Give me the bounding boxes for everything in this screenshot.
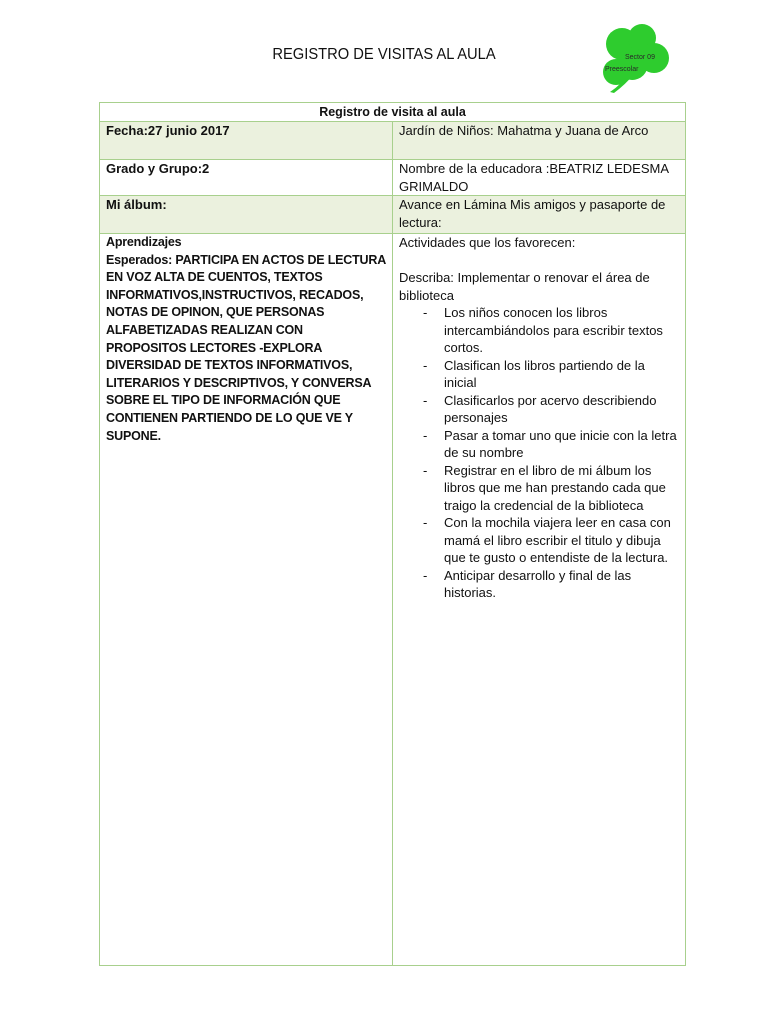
educadora-value: Nombre de la educadora :BEATRIZ LEDESMA GRIMALDO [393, 160, 686, 196]
table-row-fecha [100, 122, 686, 160]
aprendizajes-cell [100, 234, 393, 966]
logo-text-level: Preescolar [605, 66, 639, 73]
document-title: REGISTRO DE VISITAS AL AULA [272, 46, 496, 63]
aprendizajes-text: PARTICIPA EN ACTOS DE LECTURA EN VOZ ALTA DE CUENTOS, TEXTOS INFORMATIVOS,INSTRUCTIVOS, RECADOS, NOTAS DE OPINON, QUE PERSONAS ALFABETIZADAS REALIZAN CON PROPOSITOS LECTORES -EXPLORA DIVERSIDAD DE TEXTOS INFORMATIVOS, LITERARIOS Y DESCRIPTIVOS, Y CONVERSA SOBRE EL TIPO DE INFORMACIÓN QUE CONTIENEN PARTIENDO DE LO QUE VE Y SUPONE. [106, 252, 386, 443]
esperados-label: Esperados: [106, 252, 173, 267]
list-item: - Pasar a tomar uno que inicie con la letra de su nombre [423, 427, 679, 462]
list-item: - Los niños conocen los libros intercambiándolos para escribir textos cortos. [423, 304, 679, 357]
clover-logo [600, 22, 674, 94]
grado-label: Grado y Grupo:2 [100, 160, 393, 196]
album-value: Avance en Lámina Mis amigos y pasaporte de lectura: [393, 196, 686, 234]
visit-record-table [99, 102, 686, 966]
describa-text: Describa: Implementar o renovar el área de biblioteca [399, 270, 650, 303]
actividades-heading: Actividades que los favorecen: [399, 235, 576, 250]
actividades-cell [393, 234, 686, 966]
table-row-album [100, 196, 686, 234]
activities-list [399, 304, 679, 602]
aprendizajes-label: Aprendizajes [106, 235, 182, 249]
table-header: Registro de visita al aula [100, 103, 686, 122]
list-item: - Clasifican los libros partiendo de la inicial [423, 357, 679, 392]
album-label: Mi álbum: [100, 196, 393, 234]
list-item: - Clasificarlos por acervo describiendo personajes [423, 392, 679, 427]
list-item: - Registrar en el libro de mi álbum los libros que me han prestando cada que traigo la credencial de la biblioteca [423, 462, 679, 515]
fecha-label: Fecha:27 junio 2017 [100, 122, 393, 160]
list-item: - Anticipar desarrollo y final de las historias. [423, 567, 679, 602]
list-item: - Con la mochila viajera leer en casa con mamá el libro escribir el titulo y dibuja que te gusto o entendiste de la lectura. [423, 514, 679, 567]
table-row-aprendizajes [100, 234, 686, 966]
jardin-value: Jardín de Niños: Mahatma y Juana de Arco [393, 122, 686, 160]
table-row-grado [100, 160, 686, 196]
logo-text-sector: Sector 09 [625, 54, 655, 61]
